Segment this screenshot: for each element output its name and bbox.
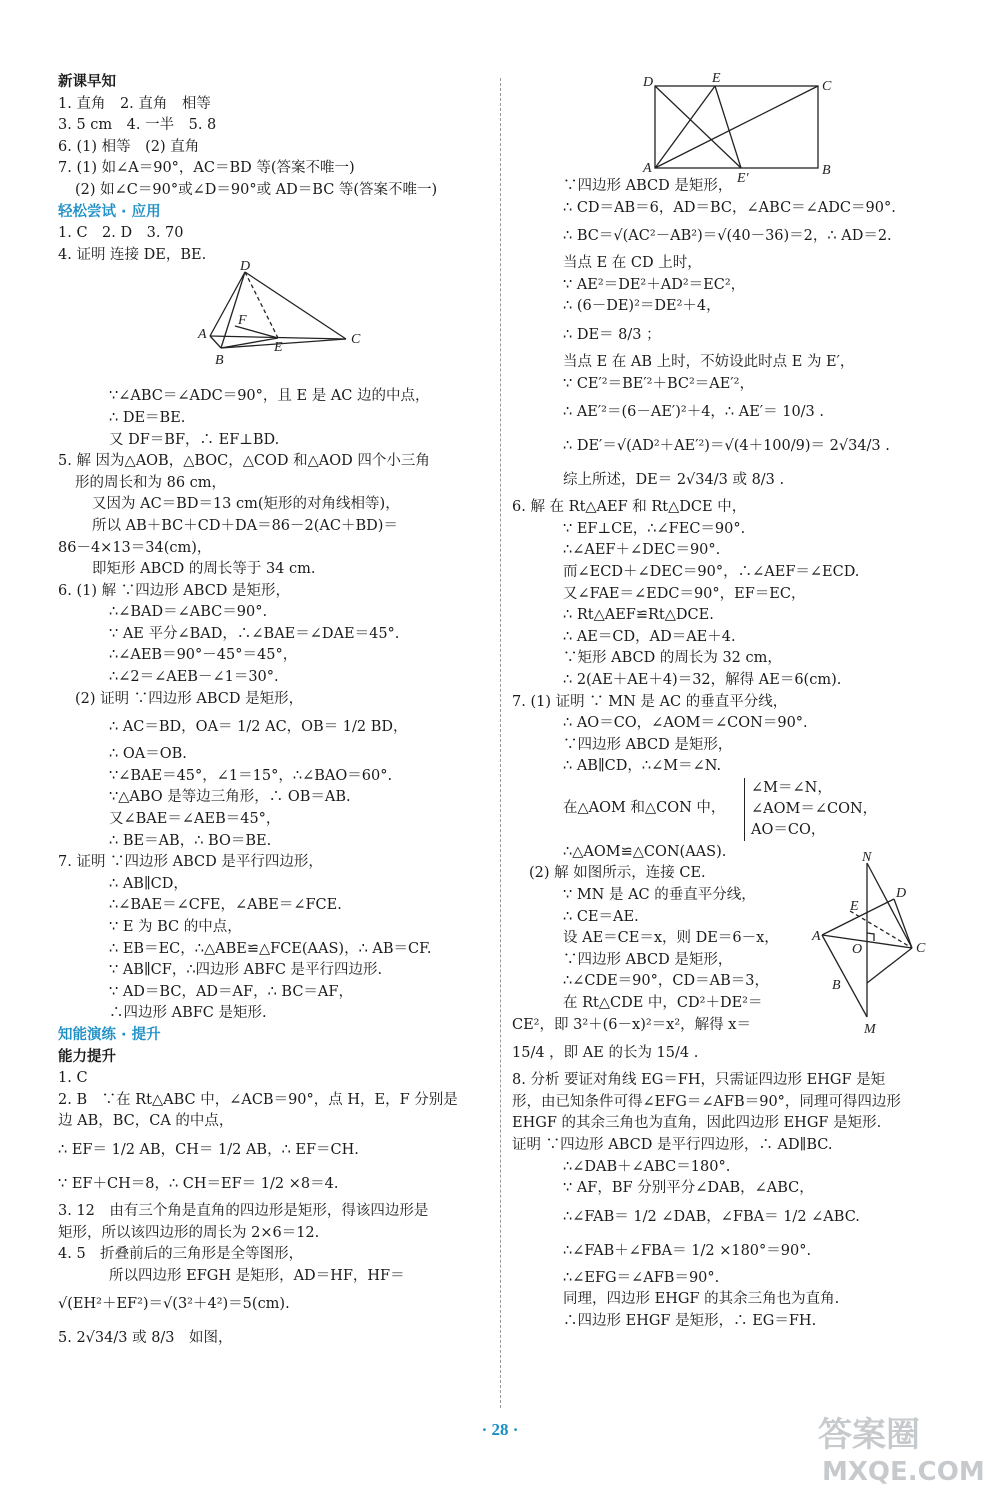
solution-line: ∴ AE′²＝(6－AE′)²＋4，∴ AE′＝ 10/3 .	[563, 404, 824, 421]
solution-line: ∴∠AEF＋∠DEC＝90°.	[563, 542, 721, 559]
analysis-line: 8. 分析 要证对角线 EG＝FH，只需证四边形 EHGF 是矩	[512, 1072, 886, 1089]
fig1-label-D: D	[240, 259, 251, 275]
solution-line: 6. 解 在 Rt△AEF 和 Rt△DCE 中，	[512, 499, 747, 516]
section-heading-new-lesson: 新课早知	[58, 74, 116, 90]
proof-line: ∵∠ABC＝∠ADC＝90°，且 E 是 AC 边的中点，	[109, 388, 430, 405]
fig1-label-E: E	[274, 340, 283, 356]
proof-line: ∴∠DAB＋∠ABC＝180°.	[563, 1158, 731, 1175]
fig2-label-A: A	[643, 161, 652, 176]
answer-line: 矩形，所以该四边形的周长为 2×6＝12.	[58, 1224, 320, 1241]
solution-line: ∴∠BAD＝∠ABC＝90°.	[109, 604, 268, 621]
answer-line: 3. 5 cm 4. 一半 5. 8	[58, 117, 217, 134]
proof-line: ∵ AF，BF 分别平分∠DAB，∠ABC，	[563, 1180, 814, 1197]
figure-quadrilateral-adbc	[58, 259, 488, 386]
fig2-label-E: E	[712, 71, 721, 86]
solution-line: ∴ Rt△AEF≌Rt△DCE.	[563, 607, 714, 624]
answer-line: 1. C 2. D 3. 70	[58, 225, 184, 242]
proof-line: ∴∠EFG＝∠AFB＝90°.	[563, 1269, 720, 1286]
solution-line: 当点 E 在 AB 上时，不妨设此时点 E 为 E′，	[563, 353, 855, 370]
solution-line: ∴ AC＝BD，OA＝ 1/2 AC，OB＝ 1/2 BD，	[109, 719, 408, 736]
fig3-label-D: D	[896, 886, 907, 902]
fig3-label-C: C	[916, 941, 926, 957]
solution-line: 综上所述，DE＝ 2√34/3 或 8/3 .	[563, 472, 785, 489]
proof-line: ∴ AB∥CD，∴∠M＝∠N.	[563, 758, 722, 775]
solution-line: 又因为 AC＝BD＝13 cm(矩形的对角线相等)，	[92, 496, 400, 513]
fig3-label-B: B	[832, 978, 841, 994]
solution-line: ∵ AE²＝DE²＋AD²＝EC²，	[563, 276, 746, 293]
analysis-line: 形，由已知条件可得∠EFG＝∠AFB＝90°，同理可得四边形	[512, 1093, 901, 1110]
solution-line: 又∠FAE＝∠EDC＝90°，EF＝EC，	[563, 585, 806, 602]
solution-line: 所以 AB＋BC＋CD＋DA＝86－2(AC＋BD)＝	[92, 517, 398, 534]
solution-line: ∴∠2＝∠AEB－∠1＝30°.	[109, 669, 279, 686]
answer-line: 1. 直角 2. 直角 相等	[58, 95, 211, 112]
solution-line: ∴ 2(AE＋AE＋4)＝32，解得 AE＝6(cm).	[563, 671, 842, 688]
solution-line: ∴ CE＝AE.	[563, 908, 639, 925]
proof-line: ∴ AO＝CO，∠AOM＝∠CON＝90°.	[563, 715, 808, 732]
fig3-label-A: A	[812, 929, 821, 945]
column-divider	[500, 78, 501, 1408]
answer-line: 4. 证明 连接 DE，BE.	[58, 246, 207, 263]
proof-line: 同理，四边形 EHGF 的其余三角也为直角.	[563, 1291, 840, 1308]
proof-line: ∴ EB＝EC，∴△ABE≌△FCE(AAS)，∴ AB＝CF.	[109, 940, 432, 957]
page-number: · 28 ·	[481, 1420, 519, 1439]
solution-line: 又∠BAE＝∠AEB＝45°，	[109, 811, 281, 828]
proof-line: ∴△AOM≌△CON(AAS).	[563, 843, 727, 860]
answer-line: (2) 如∠C＝90°或∠D＝90°或 AD＝BC 等(答案不唯一)	[75, 181, 438, 198]
left-column	[58, 72, 490, 1355]
solution-line: ∴ CD＝AB＝6，AD＝BC，∠ABC＝∠ADC＝90°.	[563, 199, 896, 216]
solution-line: ∴ BC＝√(AC²－AB²)＝√(40－36)＝2，∴ AD＝2.	[563, 228, 892, 245]
right-column	[512, 72, 952, 1333]
congruence-conditions	[744, 778, 877, 841]
solution-line: 在 Rt△CDE 中，CD²＋DE²＝	[563, 995, 763, 1012]
solution-line: ∵四边形 ABCD 是矩形，	[563, 178, 733, 194]
proof-line: ∴ DE＝BE.	[109, 409, 186, 426]
solution-line: ∵ CE′²＝BE′²＋BC²＝AE′²，	[563, 375, 754, 392]
watermark-text-cn: 答案圈	[818, 1415, 920, 1455]
fig3-label-N: N	[862, 850, 872, 866]
solution-line: 86－4×13＝34(cm)，	[58, 539, 212, 556]
proof-line: ∴四边形 ABFC 是矩形.	[109, 1005, 267, 1022]
proof-line: ∵ AD＝BC，AD＝AF，∴ BC＝AF，	[109, 983, 353, 1000]
watermark-logo	[812, 1402, 1000, 1492]
fig2-label-D: D	[643, 75, 654, 90]
condition-line: ∠AOM＝∠CON，	[751, 800, 878, 817]
answer-line: 1. C	[58, 1070, 88, 1087]
answer-line: 4. 5 折叠前后的三角形是全等图形，	[58, 1246, 304, 1263]
proof-line: ∴四边形 EHGF 是矩形，∴ EG＝FH.	[563, 1312, 817, 1329]
proof-line: 7. 证明 ∵四边形 ABCD 是平行四边形，	[58, 854, 323, 871]
condition-line: ∠M＝∠N，	[751, 779, 832, 796]
fig3-label-M: M	[864, 1022, 876, 1038]
answer-line: 7. (1) 如∠A＝90°，AC＝BD 等(答案不唯一)	[58, 160, 355, 177]
solution-line: ∴ DE＝ 8/3 ；	[563, 326, 661, 343]
proof-line: ∴ AB∥CD，	[109, 875, 188, 892]
proof-line: 又 DF＝BF，∴ EF⊥BD.	[109, 431, 280, 448]
answer-line: 6. (1) 相等 (2) 直角	[58, 138, 200, 155]
solution-line: ∴ BE＝AB，∴ BO＝BE.	[109, 832, 272, 849]
proof-line: ∴∠FAB＋∠FBA＝ 1/2 ×180°＝90°.	[563, 1242, 812, 1259]
fig2-label-C: C	[822, 79, 832, 94]
proof-line: ∴∠BAE＝∠CFE，∠ABE＝∠FCE.	[109, 897, 342, 914]
solution-line: ∵ EF⊥CE，∴∠FEC＝90°.	[563, 520, 746, 537]
figure-perpendicular-bisector	[812, 850, 952, 1038]
analysis-line: EHGF 的其余三角也为直角，因此四边形 EHGF 是矩形.	[512, 1115, 882, 1132]
condition-line: AO＝CO，	[751, 821, 826, 838]
subsection-heading-ability: 能力提升	[58, 1048, 116, 1065]
solution-line: ∵四边形 ABCD 是矩形，	[563, 951, 733, 968]
solution-line: 设 AE＝CE＝x，则 DE＝6－x，	[563, 930, 779, 947]
solution-line: ∵∠BAE＝45°，∠1＝15°，∴∠BAO＝60°.	[109, 767, 393, 784]
answer-line: ∴ EF＝ 1/2 AB，CH＝ 1/2 AB，∴ EF＝CH.	[58, 1141, 359, 1158]
section-heading-practice: 知能演练 · 提升	[58, 1026, 161, 1043]
proof-line: ∴∠FAB＝ 1/2 ∠DAB，∠FBA＝ 1/2 ∠ABC.	[563, 1208, 860, 1225]
answer-line: 3. 12 由有三个角是直角的四边形是矩形，得该四边形是	[58, 1202, 429, 1219]
answer-line: 所以四边形 EFGH 是矩形，AD＝HF，HF＝	[109, 1267, 405, 1284]
solution-line: 5. 解 因为△AOB，△BOC，△COD 和△AOD 四个小三角	[58, 453, 430, 470]
congruence-intro: 在△AOM 和△CON 中，	[563, 799, 726, 816]
proof-line: ∵ E 为 BC 的中点，	[109, 919, 242, 935]
solution-line: 6. (1) 解 ∵四边形 ABCD 是矩形，	[58, 582, 291, 599]
solution-line: 形的周长和为 86 cm，	[75, 474, 227, 491]
proof-line: ∵四边形 ABCD 是矩形，	[563, 736, 733, 753]
solution-line: ∴ AE＝CD，AD＝AE＋4.	[563, 628, 736, 645]
solution-line: ∴ OA＝OB.	[109, 746, 187, 763]
fig1-label-B: B	[215, 353, 224, 369]
fig2-label-B: B	[822, 163, 831, 178]
section-heading-try: 轻松尝试 · 应用	[58, 203, 161, 220]
congruence-system	[512, 778, 952, 842]
solution-line: ∴∠CDE＝90°，CD＝AB＝3，	[563, 973, 769, 990]
fig3-label-E: E	[850, 899, 859, 915]
fig1-label-F: F	[238, 313, 247, 329]
solution-line: 而∠ECD＋∠DEC＝90°，∴∠AEF＝∠ECD.	[563, 563, 860, 580]
answer-line: ∵ EF＋CH＝8，∴ CH＝EF＝ 1/2 ×8＝4.	[58, 1175, 339, 1192]
solution-line: CE²，即 3²＋(6－x)²＝x²，解得 x＝	[512, 1016, 751, 1033]
solution-line: ∵矩形 ABCD 的周长为 32 cm，	[563, 650, 782, 667]
solution-line: ∴∠AEB＝90°－45°＝45°，	[109, 647, 298, 664]
solution-line: 即矩形 ABCD 的周长等于 34 cm.	[92, 561, 316, 578]
proof-line: 7. (1) 证明 ∵ MN 是 AC 的垂直平分线，	[512, 693, 788, 710]
solution-line: ∵ AE 平分∠BAD，∴∠BAE＝∠DAE＝45°.	[109, 625, 400, 642]
answer-line: 边 AB，BC，CA 的中点，	[58, 1113, 234, 1130]
solution-line: ∴ DE′＝√(AD²＋AE′²)＝√(4＋100/9)＝ 2√34/3 .	[563, 438, 890, 455]
proof-line: 证明 ∵四边形 ABCD 是平行四边形，∴ AD∥BC.	[512, 1137, 833, 1153]
solution-line: ∵△ABO 是等边三角形，∴ OB＝AB.	[109, 789, 351, 806]
watermark-text-url: MXQE.COM	[822, 1457, 985, 1487]
solution-line: ∵ MN 是 AC 的垂直平分线，	[563, 887, 756, 904]
fig1-label-C: C	[351, 332, 361, 348]
fig3-label-O: O	[852, 942, 863, 958]
solution-line: (2) 证明 ∵四边形 ABCD 是矩形，	[75, 690, 304, 707]
answer-line: √(EH²＋EF²)＝√(3²＋4²)＝5(cm).	[58, 1296, 290, 1313]
proof-line: ∵ AB∥CF，∴四边形 ABFC 是平行四边形.	[109, 962, 383, 979]
solution-line: ∴ (6－DE)²＝DE²＋4，	[563, 298, 721, 315]
answer-line: 2. B ∵在 Rt△ABC 中，∠ACB＝90°，点 H，E，F 分别是	[58, 1091, 458, 1108]
solution-line: 当点 E 在 CD 上时，	[563, 255, 702, 272]
solution-line: 15/4 ，即 AE 的长为 15/4 .	[512, 1045, 699, 1062]
solution-line: (2) 解 如图所示，连接 CE.	[529, 865, 706, 882]
fig2-label-E-prime: E′	[737, 171, 749, 186]
answer-line: 5. 2√34/3 或 8/3 如图，	[58, 1330, 233, 1347]
fig1-label-A: A	[198, 327, 207, 343]
